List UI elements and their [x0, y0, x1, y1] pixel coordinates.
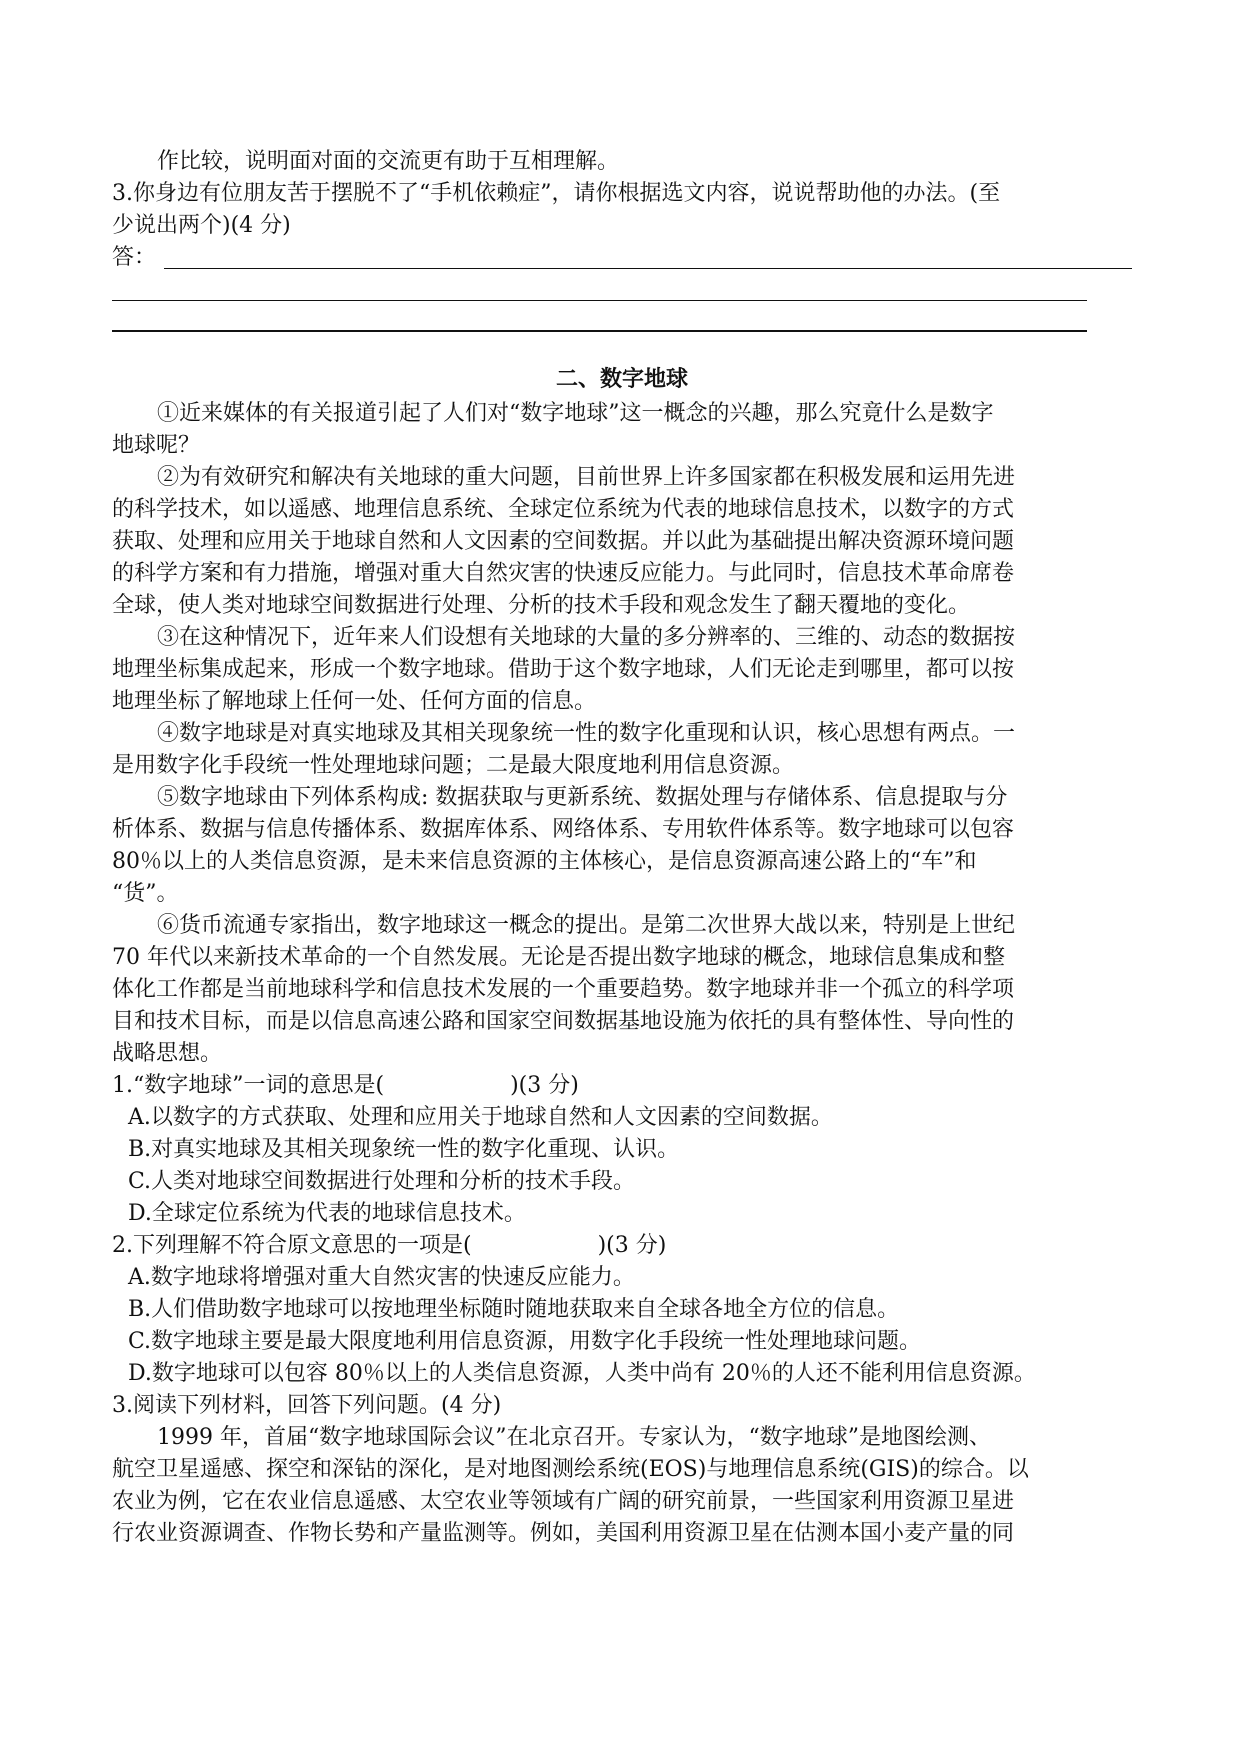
article-line: 体化工作都是当前地球科学和信息技术发展的一个重要趋势。数字地球并非一个孤立的科学项	[112, 977, 1015, 1002]
article-line: 析体系、数据与信息传播体系、数据库体系、网络体系、专用软件体系等。数字地球可以包容	[112, 817, 1015, 842]
article-title: 二、数字地球	[555, 367, 688, 392]
answer-line[interactable]	[164, 268, 1132, 269]
option-c[interactable]: C.人类对地球空间数据进行处理和分析的技术手段。	[128, 1169, 636, 1194]
article-line: 目和技术目标，而是以信息高速公路和国家空间数据基地设施为依托的具有整体性、导向性的	[112, 1009, 1015, 1034]
article-line: 80％以上的人类信息资源，是未来信息资源的主体核心，是信息资源高速公路上的“车”和	[112, 849, 977, 874]
article-line: 战略思想。	[112, 1041, 223, 1066]
text-line: 作比较，说明面对面的交流更有助于互相理解。	[157, 149, 620, 174]
question-3-prompt-cont: 少说出两个)(4 分)	[112, 213, 291, 238]
answer-line[interactable]	[112, 300, 1087, 301]
article-line: 获取、处理和应用关于地球自然和人文因素的空间数据。并以此为基础提出解决资源环境问题	[112, 529, 1015, 554]
material-line: 行农业资源调查、作物长势和产量监测等。例如，美国利用资源卫星在估测本国小麦产量的同	[112, 1521, 1015, 1546]
article-line: 地理坐标集成起来，形成一个数字地球。借助于这个数字地球，人们无论走到哪里，都可以按	[112, 657, 1015, 682]
option-a[interactable]: A.数字地球将增强对重大自然灾害的快速反应能力。	[128, 1265, 635, 1290]
question-3-prompt: 3.你身边有位朋友苦于摆脱不了“手机依赖症”，请你根据选文内容，说说帮助他的办法。(至	[112, 181, 1001, 206]
article-line: 地球呢？	[112, 433, 201, 458]
question-1	[112, 1070, 1132, 1102]
article-line: 的科学技术，如以遥感、地理信息系统、全球定位系统为代表的地球信息技术，以数字的方式	[112, 497, 1015, 522]
material-line: 1999 年，首届“数字地球国际会议”在北京召开。专家认为，“数字地球”是地图绘测、	[157, 1425, 991, 1450]
article-line: ④数字地球是对真实地球及其相关现象统一性的数字化重现和认识，核心思想有两点。一	[157, 721, 1016, 746]
article-line: 70 年代以来新技术革命的一个自然发展。无论是否提出数字地球的概念，地球信息集成和整	[112, 945, 1005, 970]
material-line: 农业为例，它在农业信息遥感、太空农业等领域有广阔的研究前景，一些国家利用资源卫星进	[112, 1489, 1015, 1514]
article-line: ①近来媒体的有关报道引起了人们对“数字地球”这一概念的兴趣，那么究竟什么是数字	[157, 401, 994, 426]
question-3: 3.阅读下列材料，回答下列问题。(4 分)	[112, 1393, 502, 1418]
question-1-score: )(3 分)	[510, 1073, 579, 1098]
article-line: ⑥货币流通专家指出，数字地球这一概念的提出。是第二次世界大战以来，特别是上世纪	[157, 913, 1016, 938]
answer-row-3	[112, 306, 1132, 338]
question-2	[112, 1230, 1132, 1262]
answer-label: 答：	[112, 245, 157, 270]
answer-row-1	[112, 242, 1132, 274]
document-page	[112, 146, 1132, 1550]
answer-row-2	[112, 274, 1132, 306]
material-line: 航空卫星遥感、探空和深钻的深化，是对地图测绘系统(EOS)与地理信息系统(GIS)的综合。以	[112, 1457, 1029, 1482]
article-line: ②为有效研究和解决有关地球的重大问题，目前世界上许多国家都在积极发展和运用先进	[157, 465, 1016, 490]
answer-line[interactable]	[112, 330, 1087, 332]
option-c[interactable]: C.数字地球主要是最大限度地利用信息资源，用数字化手段统一性处理地球问题。	[128, 1329, 922, 1354]
question-1-stem: 1.“数字地球”一词的意思是(	[112, 1073, 385, 1098]
article-line: 的科学方案和有力措施，增强对重大自然灾害的快速反应能力。与此同时，信息技术革命席卷	[112, 561, 1015, 586]
article-line: “货”。	[112, 881, 179, 906]
option-a[interactable]: A.以数字的方式获取、处理和应用关于地球自然和人文因素的空间数据。	[128, 1105, 833, 1130]
article-line: 是用数字化手段统一性处理地球问题；二是最大限度地利用信息资源。	[112, 753, 795, 778]
article-line: ⑤数字地球由下列体系构成: 数据获取与更新系统、数据处理与存储体系、信息提取与分	[157, 785, 1008, 810]
article-line: 全球，使人类对地球空间数据进行处理、分析的技术手段和观念发生了翻天覆地的变化。	[112, 593, 971, 618]
article-line: ③在这种情况下，近年来人们设想有关地球的大量的多分辨率的、三维的、动态的数据按	[157, 625, 1016, 650]
option-d[interactable]: D.数字地球可以包容 80％以上的人类信息资源，人类中尚有 20％的人还不能利用信息资源。	[128, 1361, 1036, 1386]
option-b[interactable]: B.人们借助数字地球可以按地理坐标随时随地获取来自全球各地全方位的信息。	[128, 1297, 900, 1322]
question-2-stem: 2.下列理解不符合原文意思的一项是(	[112, 1233, 472, 1258]
article-line: 地理坐标了解地球上任何一处、任何方面的信息。	[112, 689, 597, 714]
option-d[interactable]: D.全球定位系统为代表的地球信息技术。	[128, 1201, 526, 1226]
option-b[interactable]: B.对真实地球及其相关现象统一性的数字化重现、认识。	[128, 1137, 680, 1162]
question-2-score: )(3 分)	[597, 1233, 667, 1258]
